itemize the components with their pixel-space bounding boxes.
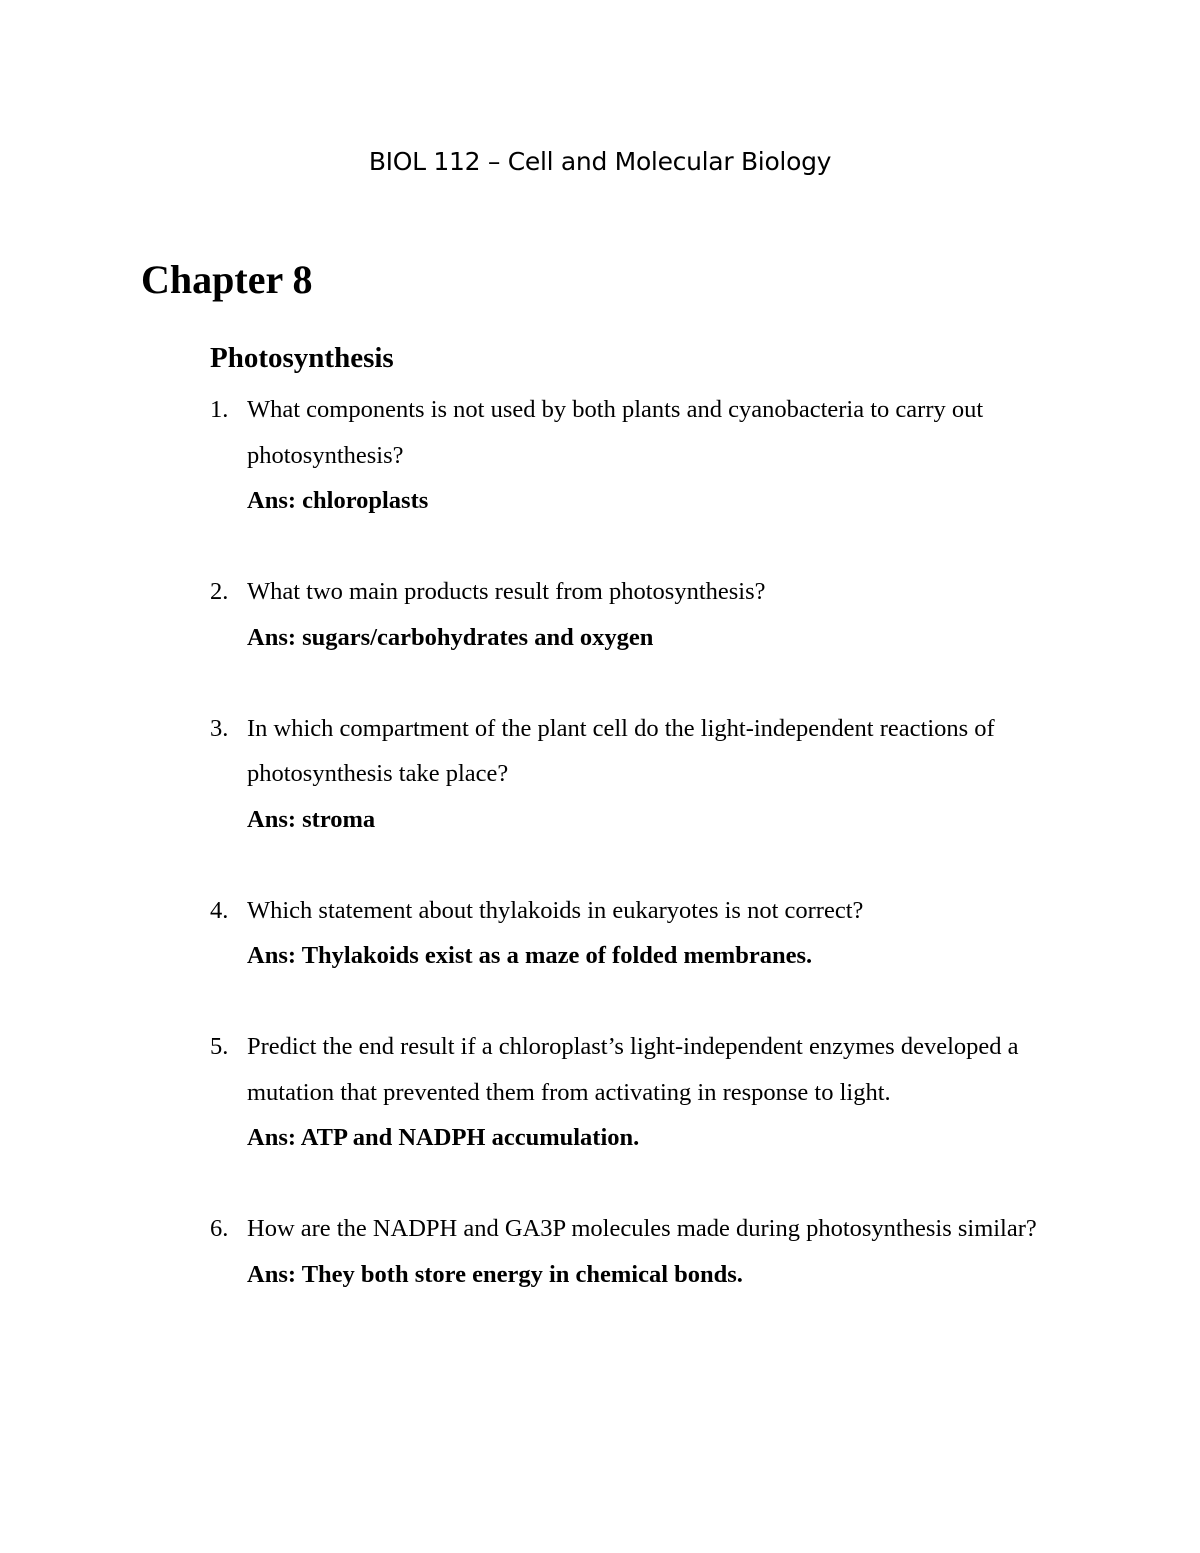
question-list — [0, 387, 1200, 1343]
question-item — [0, 706, 1200, 843]
answer-text: Ans: ATP and NADPH accumulation. — [247, 1124, 640, 1151]
answer-text: Ans: chloroplasts — [247, 487, 429, 514]
question-number: 5. — [210, 1033, 229, 1060]
question-text: In which compartment of the plant cell do the light-independent reactions of photosynthesis take place? — [247, 714, 995, 787]
question-number: 2. — [210, 578, 229, 605]
answer-text: Ans: Thylakoids exist as a maze of folded membranes. — [247, 942, 813, 969]
question-item — [0, 387, 1200, 524]
question-number: 3. — [210, 714, 229, 742]
question-body — [247, 888, 1077, 979]
answer-text: Ans: sugars/carbohydrates and oxygen — [247, 623, 654, 651]
question-item — [0, 569, 1200, 660]
question-number: 4. — [210, 896, 229, 924]
question-text: What components is not used by both plants and cyanobacteria to carry out photosynthesis? — [247, 396, 984, 469]
question-body — [247, 569, 1077, 660]
question-text: How are the NADPH and GA3P molecules made during photosynthesis similar? — [247, 1215, 1037, 1242]
section-title: Photosynthesis — [210, 342, 394, 374]
question-body — [247, 387, 1077, 524]
question-text: Predict the end result if a chloroplast’s light-independent enzymes developed a mutation that prevented them from activating in response to light. — [247, 1033, 1019, 1106]
answer-text: Ans: They both store energy in chemical bonds. — [247, 1260, 743, 1288]
course-title: BIOL 112 – Cell and Molecular Biology — [368, 147, 832, 176]
question-body — [247, 1206, 1077, 1297]
question-text: What two main products result from photosynthesis? — [247, 578, 766, 605]
question-number: 6. — [210, 1215, 229, 1242]
question-item — [0, 1024, 1200, 1161]
question-body — [247, 706, 1077, 843]
question-item — [0, 888, 1200, 979]
question-item — [0, 1206, 1200, 1297]
chapter-title: Chapter 8 — [141, 257, 313, 302]
question-number: 1. — [210, 396, 229, 423]
answer-text: Ans: stroma — [247, 805, 376, 833]
question-body — [247, 1024, 1077, 1161]
question-text: Which statement about thylakoids in eukaryotes is not correct? — [247, 896, 864, 924]
